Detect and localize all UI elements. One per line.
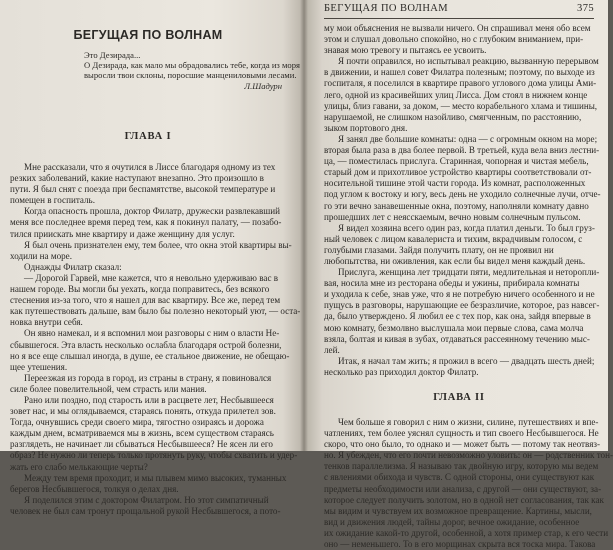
text-line: разглядеть, не начинает ли сбываться Несбывшееся? Не ясен ли его	[10, 439, 273, 450]
text-line: силе более повелительной, чем страсть или мания.	[10, 383, 207, 394]
text-line: прошедших лет с неясскаемым, вечно новым солнечным пульсом.	[324, 211, 581, 222]
text-line: пущусь в разговоры, нарушающие ее безразличие, которое, раз навсег-	[324, 300, 600, 311]
text-line: Тогда, очнувшись среди своего мира, тягостно озираясь и дорожа	[10, 417, 264, 428]
text-line: но. Я убежден, что его почти невозможно уловить: он — родственник тон-	[324, 450, 613, 461]
text-line: Он явно намекал, и я вспомнил мои разговоры с ним о власти Не-	[24, 328, 280, 339]
text-line: Прислуга, женщина лет тридцати пяти, медлительная и неторопли-	[338, 267, 600, 278]
text-line: — Дорогой Гарвей, мне кажется, что я невольно удерживаю вас в	[24, 272, 279, 283]
book-gutter	[300, 0, 308, 451]
right-page	[304, 0, 613, 550]
text-line: Я занял две большие комнаты: одна — с огромным окном на море;	[338, 133, 598, 144]
text-line: их ожидание какой-то другой, особенной, а хотя пример стар, к его чести	[324, 527, 609, 538]
text-line: резких заболеваний, какие наступают внезапно. Это произошло в	[10, 173, 264, 184]
text-line: пути. Я был снят с поезда при беспамятстве, высокой температуре и	[10, 184, 276, 195]
text-line: образ? Не нужно ли теперь только протянуть руку, чтобы схватить и удер-	[10, 450, 298, 461]
page-number: 375	[577, 3, 594, 14]
epigraph-line: О Дезирада, как мало мы обрадовались тебе, когда из моря	[84, 60, 300, 70]
text-line: Между тем время проходит, и мы плывем мимо высоких, туманных	[24, 472, 287, 483]
right-body-text-2	[324, 417, 613, 550]
chapter-heading: ГЛАВА I	[124, 131, 172, 142]
text-line: с явлениями обихода и чувств. С одной стороны, они существуют как	[324, 472, 595, 483]
text-line: в движении, и нашел совет Филатра полезным; поэтому, по выходе из	[324, 67, 595, 78]
text-line: тился приискать мне квартиру и даже женщину для услуг.	[10, 228, 235, 239]
text-line: Итак, я начал там жить; я прожил в всего — двадцать шесть дней;	[338, 355, 595, 366]
text-line: мы видим и чувствуем их возможное превращение. Картины, мысли,	[324, 505, 592, 516]
epigraph	[84, 50, 300, 91]
text-line: любопытства, ни оживления, как если бы видел меня каждый день.	[324, 255, 586, 266]
text-line: Переезжая из города в город, из страны в страну, я повиновался	[24, 372, 272, 383]
text-line: взяла, болтая и кивая в зубах, отдаваться рассеянному течению мыс-	[324, 333, 590, 344]
text-line: нашем городе. Вы могли бы уехать, когда поправитесь, без всякого	[10, 284, 270, 295]
header-rule	[324, 18, 594, 19]
text-line: ца, — поместилась прислуга. Старинная, чопорная и чистая мебель,	[324, 156, 589, 167]
text-line: ный человек с лицом кавалериста и тихим, вкрадчивым голосом, с	[324, 233, 583, 244]
text-line: сбывшегося. Эта власть несколько ослабла благодаря острой болезни,	[10, 339, 282, 350]
text-line: меня все последнее время перед тем, как я покинул палату, — позабо-	[10, 217, 282, 228]
text-line: стеснения из-за того, что я нашел для вас квартиру. Все же, перед тем	[10, 295, 281, 306]
epigraph-line: Это Дезирада...	[84, 50, 141, 60]
text-line: зыком портового дня.	[324, 122, 408, 133]
text-line: Я почти оправился, но испытывал реакцию, вызванную перерывом	[338, 56, 599, 67]
text-line: лего, одной из красивейших улиц Лисса. Дом стоял в нижнем конце	[324, 89, 588, 100]
epigraph-author: Л.Шадурн	[244, 81, 282, 91]
text-line: вая, носила мне из ресторана обеды и ужины, прибирала комнаты	[324, 278, 580, 289]
text-line: берегов Несбывшегося, толкуя о делах дня.	[10, 483, 179, 494]
right-body-text	[324, 23, 601, 378]
left-body-text	[10, 162, 301, 517]
text-line: Я был очень признателен ему, тем более, что окна этой квартиры вы-	[24, 239, 292, 250]
text-line: му мои объяснения не вызвали ничего. Он спрашивал меня обо всем	[324, 23, 591, 33]
text-line: которое следует получить золотом, но в одной нет согласования, так как	[324, 494, 604, 505]
epigraph-line: выросли твои склоны, поросшие манцениловыми лесами.	[84, 70, 297, 80]
text-line: чатлениях, тем более уяснял сущность и тип своего Несбывшегося. Не	[324, 428, 599, 439]
left-page	[0, 0, 304, 516]
text-line: нарушаемой, не слишком назойливо, смягченным, по расстоянию,	[324, 111, 582, 122]
text-line: улицы, близ гавани, за доком, — место корабельного хлама и тишины,	[324, 100, 598, 111]
text-line: знавая мою тревогу и пытаясь ее усвоить.	[324, 45, 487, 56]
text-line: старый дом и прихотливое устройство квартиры соответствовали от-	[324, 167, 592, 178]
text-line: вторая была раза в два более первой. В третьей, куда вела вниз лестни-	[324, 145, 600, 156]
text-line: под углом к востоку и югу, весь день не уходило солнечные лучи, отче-	[324, 189, 601, 200]
text-line: и уходила к себе, знав уже, что я не потребую ничего особенного и не	[324, 289, 595, 300]
text-line: жать его слабо мелькающие черты?	[10, 461, 148, 472]
text-line: Чем больше я говорил с ним о жизни, силине, путешествиях и впе-	[338, 417, 599, 427]
text-line: Рано или поздно, под старость или в расцвете лет, Несбывшееся	[24, 394, 274, 405]
text-line: Однажды Филатр сказал:	[24, 261, 122, 272]
text-line: каждым днем, всматриваемся мы в жизнь, всем существом стараясь	[10, 428, 274, 439]
text-line: тенков параллелизма. Я называю так двойную игру, которую мы ведем	[324, 461, 599, 472]
chapter-heading: ГЛАВА II	[433, 392, 485, 403]
text-line: предметы необходимости или анализа, с другой — они существуют, за-	[324, 483, 602, 494]
text-line: го эти вечно занавешенные окна, поэтому, наполняли комнату давно	[324, 200, 589, 211]
text-line: щее утешения.	[10, 361, 68, 372]
text-line: Мне рассказали, что я очутился в Лиссе благодаря одному из тех	[24, 162, 276, 172]
text-line: но я все еще слышал иногда, в душе, ее стальное движение, не обещаю-	[10, 350, 290, 361]
text-line: скоро, что оно было, то однако и — может быть — потому так неотвяз-	[324, 439, 601, 450]
text-line: оно — неменьшего. То в его морщинах скрыта вся тоска мира. Такова	[324, 539, 596, 550]
text-line: Я видел хозяина всего один раз, когда платил деньги. То был груз-	[338, 222, 595, 233]
text-line: лей.	[324, 344, 340, 355]
book-title: БЕГУЩАЯ ПО ВОЛНАМ	[73, 28, 223, 42]
text-line: Когда опасность прошла, доктор Филатр, дружески развлекавший	[24, 206, 281, 217]
text-line: вид и движения людей, тайны дорог, вечное ожидание, особенное	[324, 516, 580, 527]
text-line: да, было утверждено. Я любил ее с тех пор, как она, зайдя впервые в	[324, 311, 591, 322]
text-line: человек не был сам тронут прощальной рукой Несбывшегося, а пото-	[10, 505, 281, 516]
text-line: помещен в госпиталь.	[10, 195, 95, 206]
text-line: носительной тишине этой части города. Из комнат, расположенных	[324, 178, 586, 189]
text-line: мою комнату, безмолвно выслушала мои первые слова, сама молча	[324, 322, 584, 333]
left-running-head	[10, 0, 286, 16]
text-line: несколько раз приходил доктор Филатр.	[324, 366, 479, 377]
text-line: голубыми глазами. Зайдя получить плату, он не проявил ни	[324, 244, 554, 255]
right-running-head	[324, 0, 594, 16]
running-head-title: БЕГУЩАЯ ПО ВОЛНАМ	[324, 3, 449, 14]
text-line: Я поделился этим с доктором Филатром. Но этот симпатичный	[24, 494, 269, 505]
text-line: как путешествовать дальше, вам было бы полезно некоторый уют, — оста-	[10, 306, 301, 317]
text-line: этом и слушал довольно спокойно, но с глубоким вниманием, при-	[324, 34, 584, 45]
text-line: ходили на море.	[10, 250, 72, 261]
text-line: новка внутри себя.	[10, 317, 83, 328]
text-line: госпиталя, я поселился в квартире правого углового дома улицы Ами-	[324, 78, 597, 89]
text-line: зовет нас, и мы оглядываемся, стараясь понять, откуда прилетел зов.	[10, 406, 276, 417]
